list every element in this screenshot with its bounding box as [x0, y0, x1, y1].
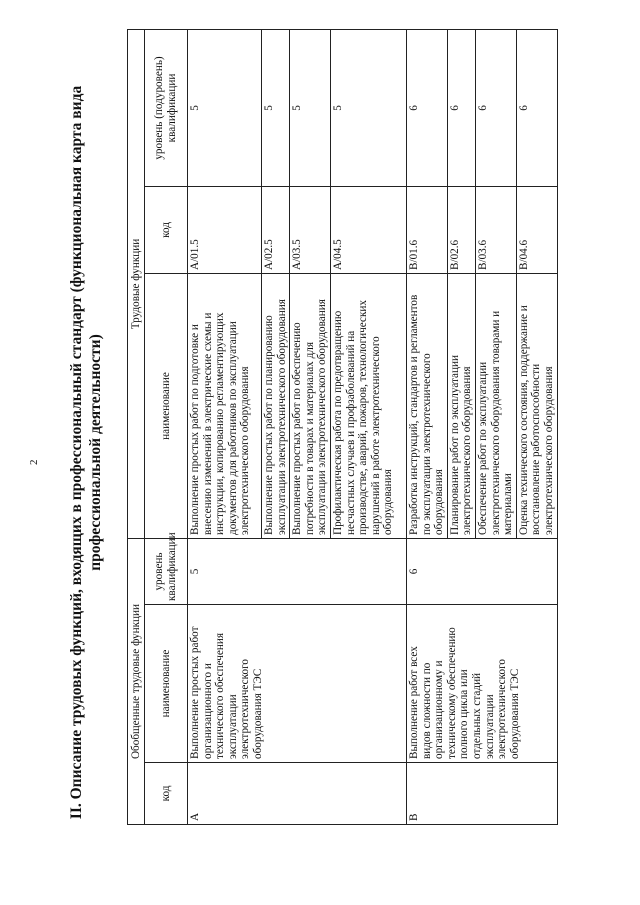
group-name-line: отдельных стадий — [470, 672, 483, 759]
group-name-cell — [406, 605, 557, 763]
function-name-line: Обеспечение работ по эксплуатации — [476, 361, 489, 535]
heading-line-2: профессиональной деятельности) — [87, 334, 104, 571]
group-name-line: оборудования ТЭС — [251, 668, 264, 759]
function-name-line: нарушений в работе электротехнического — [369, 336, 382, 535]
heading-line-1: II. Описание трудовых функций, входящих в профессиональный стандарт (функциональная карта вида — [68, 85, 85, 820]
function-level-cell: 5 — [290, 30, 331, 187]
function-name-line: Оценка технического состояния, поддержание и — [517, 305, 530, 535]
tf-code-header: код — [145, 187, 188, 274]
function-name-line: восстановление работоспособности — [530, 363, 543, 535]
group-code-cell: B — [406, 763, 557, 825]
function-name-cell — [516, 274, 557, 539]
function-code-cell: B/04.6 — [516, 187, 557, 274]
group-name-line: оборудования ТЭС — [508, 668, 521, 759]
function-name-cell — [290, 274, 331, 539]
tf-level-header: уровень (подуровень) квалификации — [145, 30, 188, 187]
group-name-line: видов сложности по — [420, 662, 433, 759]
gen-code-header: код — [145, 763, 188, 825]
function-code-cell: A/03.5 — [290, 187, 331, 274]
function-code-cell: B/02.6 — [447, 187, 475, 274]
page-number: 2 — [28, 459, 40, 465]
function-name-line: документов для работников по эксплуатации — [226, 321, 239, 535]
group-name-line: Выполнение простых работ — [189, 626, 201, 759]
function-name-line: электротехнического оборудования — [239, 366, 252, 535]
function-name-line: инструкции, копированию регламентирующих — [214, 312, 227, 535]
function-name-line: Выполнение простых работ по подготовке и — [189, 324, 201, 535]
function-code-cell: A/04.5 — [330, 187, 406, 274]
function-code-cell: B/01.6 — [406, 187, 447, 274]
group-name-line: эксплуатации — [226, 694, 239, 759]
function-name-line: Выполнение простых работ по обеспечению — [291, 322, 304, 535]
group-name-cell — [188, 605, 407, 763]
function-name-line: внесению изменений в электрические схемы и — [201, 312, 214, 535]
group-code-cell: A — [188, 763, 407, 825]
function-name-line: Разработка инструкций, стандартов и регламентов — [407, 294, 420, 535]
function-level-cell: 6 — [406, 30, 447, 187]
function-level-cell: 5 — [262, 30, 290, 187]
table-column-header-row — [145, 30, 188, 825]
group-name-line: полного цикла или — [458, 669, 471, 759]
function-name-line: эксплуатации электротехнического оборудования — [316, 299, 329, 535]
function-name-line: несчастных случаев и профзаболеваний на — [344, 330, 357, 535]
group-level-cell: 5 — [188, 539, 407, 605]
function-name-line: электротехнического оборудования товарами и — [489, 310, 502, 535]
section-heading — [67, 0, 105, 905]
function-name-line: потребности в товарах и материалах для — [303, 342, 316, 535]
function-code-cell: A/01.5 — [188, 187, 262, 274]
gen-name-header: наименование — [145, 605, 188, 763]
function-name-line: Планирование работ по эксплуатации — [448, 355, 461, 535]
function-name-cell — [406, 274, 447, 539]
group-name-line: эксплуатации — [483, 694, 496, 759]
function-name-cell — [330, 274, 406, 539]
group-name-line: технического обеспечения — [214, 632, 227, 759]
function-name-cell — [262, 274, 290, 539]
function-name-cell — [188, 274, 262, 539]
function-name-cell — [447, 274, 475, 539]
function-name-cell — [475, 274, 516, 539]
function-code-cell: A/02.5 — [262, 187, 290, 274]
function-name-line: Профилактическая работа по предотвращению — [331, 310, 344, 535]
labor-functions-header: Трудовые функции — [128, 30, 145, 539]
group-level-cell: 6 — [406, 539, 557, 605]
function-name-line: материалами — [502, 473, 515, 535]
group-name-line: организационному и — [433, 660, 446, 759]
generalized-functions-header: Обобщенные трудовые функции — [128, 539, 145, 825]
function-name-line: оборудования — [382, 469, 395, 535]
function-name-line: электротехнического оборудования — [461, 366, 474, 535]
function-level-cell: 6 — [475, 30, 516, 187]
function-level-cell: 6 — [447, 30, 475, 187]
functional-map-table — [127, 29, 558, 825]
function-name-line: производстве, аварий, пожаров, технологических — [357, 299, 370, 535]
function-code-cell: B/03.6 — [475, 187, 516, 274]
function-name-line: оборудования — [433, 469, 446, 535]
group-name-line: техническому обеспечению — [445, 627, 458, 759]
function-level-cell: 5 — [330, 30, 406, 187]
function-level-cell: 6 — [516, 30, 557, 187]
group-name-line: электротехнического — [239, 659, 252, 759]
group-name-line: электротехнического — [496, 659, 509, 759]
tf-name-header: наименование — [145, 274, 188, 539]
function-name-line: Выполнение простых работ по планированию — [263, 315, 275, 535]
gen-level-header: уровень квалификации — [145, 539, 188, 605]
table-row — [188, 30, 262, 825]
function-name-line: эксплуатации электротехнического оборудования — [275, 299, 288, 535]
table-group-header-row — [128, 30, 145, 825]
function-name-line: электротехнического оборудования — [542, 366, 555, 535]
function-name-line: по эксплуатации электротехнического — [420, 353, 433, 535]
table-row — [406, 30, 447, 825]
group-name-line: Выполнение работ всех — [407, 646, 420, 759]
group-name-line: организационного и — [201, 663, 214, 759]
function-level-cell: 5 — [188, 30, 262, 187]
